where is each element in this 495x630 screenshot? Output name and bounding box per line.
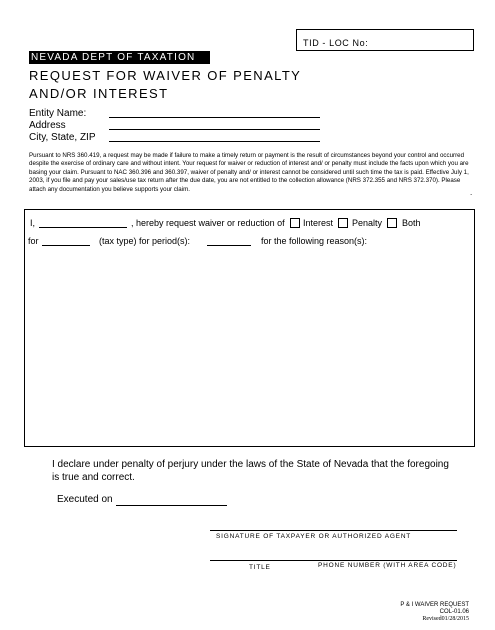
city-state-zip-field[interactable] [109, 141, 320, 142]
both-label: Both [402, 218, 421, 228]
form-title-line2: AND/OR INTEREST [29, 86, 169, 101]
footer-revised: Revised01/28/2015 [422, 616, 469, 622]
tax-type-text: (tax type) for period(s): [99, 236, 191, 246]
both-checkbox[interactable] [387, 218, 397, 228]
signature-field[interactable] [210, 530, 457, 531]
title-label: TITLE [249, 564, 271, 571]
periods-field[interactable] [207, 245, 251, 246]
for-label: for [28, 236, 39, 246]
entity-name-field[interactable] [109, 117, 320, 118]
declaration-line2: is true and correct. [52, 472, 135, 483]
penalty-label: Penalty [352, 218, 383, 228]
form-title-line1: REQUEST FOR WAIVER OF PENALTY [29, 68, 302, 83]
request-box [24, 209, 475, 447]
address-field[interactable] [109, 129, 320, 130]
footer-form-name: P & I WAIVER REQUEST [400, 602, 469, 608]
tid-loc-box[interactable] [296, 29, 474, 51]
penalty-checkbox[interactable] [338, 218, 348, 228]
interest-checkbox[interactable] [290, 218, 300, 228]
executed-on-field[interactable] [116, 505, 227, 506]
requester-name-field[interactable] [39, 227, 127, 228]
tid-loc-label: TID - LOC No: [303, 38, 369, 48]
phone-label: PHONE NUMBER (WITH AREA CODE) [318, 562, 457, 569]
footer-form-code: COL-01.06 [439, 609, 469, 615]
city-state-zip-label: City, State, ZIP [29, 132, 96, 143]
interest-label: Interest [303, 218, 334, 228]
tax-type-field[interactable] [42, 245, 90, 246]
i-label: I, [30, 218, 36, 228]
notice-trailing-dot: . [470, 188, 473, 197]
executed-on-label: Executed on [57, 494, 113, 505]
title-phone-field[interactable] [210, 560, 457, 561]
entity-name-label: Entity Name: [29, 108, 87, 119]
address-label: Address [29, 120, 66, 131]
reasons-text: for the following reason(s): [261, 236, 368, 246]
signature-label: SIGNATURE OF TAXPAYER OR AUTHORIZED AGENT [216, 533, 412, 540]
declaration-line1: I declare under penalty of perjury under the laws of the State of Nevada that the foregoing [52, 459, 449, 470]
statutory-notice: Pursuant to NRS 360.419, a request may be made if failure to make a timely return or payment is the result of circumstances beyond your control and occurred despite the exercise of ordinary care and without intent. Your request for waiver or reduction of interest and/ or penalty must include the facts upon which you are basing your claim. Pursuant to NAC 360.396 and 360.397, waiver of penalty and/ or interest cannot be considered until such time the tax is paid. Effective July 1, 2003, if you file and pay your sales/use tax return after the due date, you are not entitled to the collection allowance (NRS 372.355 and NRS 372.370). Please attach any documentation you believe supports your claim. [29, 152, 469, 193]
hereby-text: , hereby request waiver or reduction of [131, 218, 285, 228]
agency-header-bar: NEVADA DEPT OF TAXATION [29, 51, 210, 64]
